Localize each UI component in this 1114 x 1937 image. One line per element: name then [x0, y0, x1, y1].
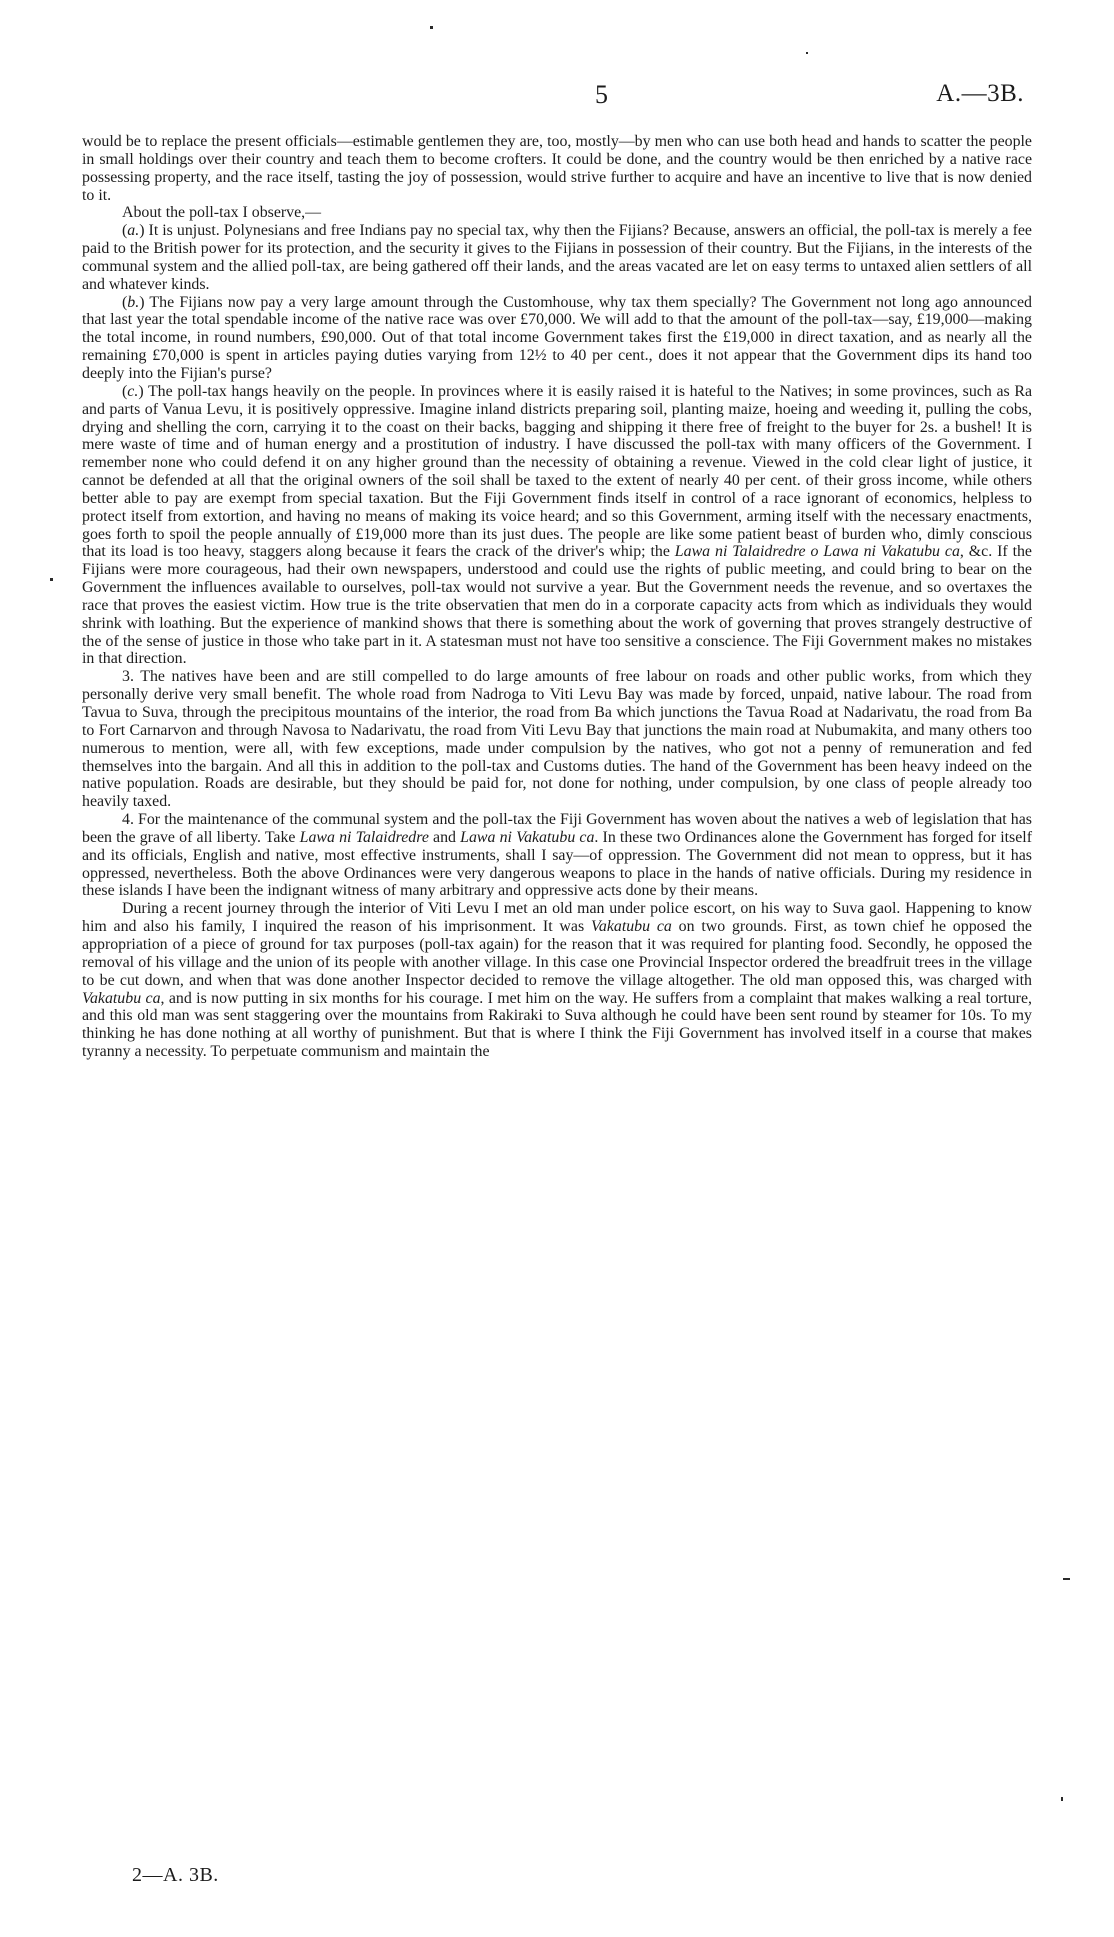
- paragraph-text: ) It is unjust. Polynesians and free Indians pay no special tax, why then the Fijians? Because, answers an official, the poll-tax is merely a fee paid to the British power for its protection, and the security it gives to the Fijians in possession of their country. But the Fijians, in the interests of the communal system and the allied poll-tax, are being gathered off their lands, and the areas vacated are let on easy terms to untaxed alien settlers of all and whatever kinds.: [82, 222, 1032, 293]
- italic-term: Vakatubu ca: [590, 918, 672, 936]
- paragraph-p6: [82, 668, 1032, 811]
- paragraph-p3: [82, 222, 1032, 293]
- paragraph-text: About the poll-tax I observe,—: [122, 204, 322, 222]
- paragraph-p4: [82, 294, 1032, 383]
- print-speck: [430, 26, 433, 29]
- italic-term: Lawa ni Vakatubu ca: [460, 828, 595, 846]
- italic-term: b.: [127, 293, 140, 311]
- italic-term: a.: [127, 222, 140, 240]
- print-speck: [806, 52, 808, 54]
- paragraph-text: on two grounds. First, as town chief he opposed the appropriation of a piece of ground for tax purposes (poll-tax again) for the reason that it was required for planting food. Secondly, he opposed the removal of his village and the union of its people with another village. In this case one Provincial Inspector ordered the breadfruit trees in the village to be cut down, and when that was done another Inspector decided to remove the village altogether. The old man opposed this, was charged with: [82, 918, 1032, 989]
- paragraph-text: . In these two Ordinances alone the Government has forged for itself and its officials, English and native, most effective instruments, shall I say—of oppression. The Government did not mean to oppress, but it has oppressed, nevertheless. Both the above Ordinances were very dangerous weapons to place in the hands of native officials. During my residence in these islands I have been the indignant witness of many arbitrary and oppressive acts done by their means.: [82, 828, 1032, 900]
- body-text: [82, 133, 1032, 1061]
- paragraph-p5: [82, 383, 1032, 669]
- print-speck: [50, 578, 53, 581]
- paragraph-text: would be to replace the present officials—estimable gentlemen they are, too, mostly—by men who can use both head and hands to scatter the people in small holdings over their country and teach them to become crofters. It could be done, and the country would be then enriched by a native race possessing property, and the race itself, tasting the joy of possession, would strive further to acquire and have an incentive to live that is now denied to it.: [82, 133, 1032, 204]
- paragraph-text: During a recent journey through the interior of Viti Levu I met an old man under police escort, on his way to Suva gaol. Happening to know him and also his family, I inquired the reason of his imprisonment. It was: [82, 900, 1032, 936]
- print-speck: [1063, 1578, 1070, 1580]
- sheet-signature: 2—A. 3B.: [132, 1864, 219, 1886]
- paragraph-text: ) The poll-tax hangs heavily on the people. In provinces where it is easily raised it is hateful to the Natives; in some provinces, such as Ra and parts of Vanua Levu, it is positively oppressive. Imagine inland districts preparing soil, planting maize, hoeing and weeding it, pulling the cobs, drying and shelling the corn, carrying it to the coast on their backs, bagging and shipping it there free of freight to the buyer for 2s. a bushel! It is mere waste of time and of human energy and a prostitution of industry. I have discussed the poll-tax with many officers of the Government. I remember none who could defend it on any higher ground than the necessity of obtaining a revenue. Viewed in the cold clear light of justice, it cannot be defended at all that the original owners of the soil shall be taxed to the extent of nearly 40 per cent. of their gross income, while others better able to pay are exempt from special taxation. But the Fiji Government finds itself in control of a race ignorant of economics, helpless to protect itself from extortion, and having no means of making its voice heard; and so this Government, arming itself with the necessary enactments, goes forth to spoil the people annually of £19,000 more than its just dues. The people are like some patient beast of burden who, dimly conscious that its load is too heavy, staggers along because it fears the crack of the driver's whip; the: [82, 382, 1032, 561]
- paragraph-text: (: [122, 293, 128, 311]
- document-reference: A.—3B.: [936, 80, 1024, 107]
- italic-term: Lawa ni Talaidredre o Lawa ni Vakatubu ca: [674, 543, 960, 561]
- italic-term: c.: [127, 382, 139, 400]
- print-speck: [1061, 1797, 1063, 1801]
- paragraph-text: and: [428, 828, 461, 846]
- paragraph-text: (: [122, 382, 128, 400]
- italic-term: Vakatubu ca: [82, 989, 161, 1007]
- italic-term: Lawa ni Talaidredre: [299, 828, 429, 846]
- paragraph-p2: [82, 204, 1032, 222]
- paragraph-text: , &c. If the Fijians were more courageous, had their own newspapers, understood and could use the rights of public meeting, and could bring to bear on the Government the influences available to ourselves, poll-tax would not survive a year. But the Government needs the revenue, and so overtaxes the race that proves the easiest victim. How true is the trite observatien that men do in a corporate capacity acts from which as individuals they would shrink with loathing. But the experience of mankind shows that there is something about the work of governing that proves strangely destructive of the of the sense of justice in those who take part in it. A statesman must not have too sensitive a conscience. The Fiji Government makes no mistakes in that direction.: [82, 543, 1032, 668]
- page-number: 5: [595, 80, 608, 109]
- page-header: [80, 80, 1024, 114]
- paragraph-p1: [82, 133, 1032, 204]
- paragraph-p7: [82, 811, 1032, 900]
- paragraph-text: ) The Fijians now pay a very large amount through the Customhouse, why tax them specially? The Government not long ago announced that last year the total spendable income of the native race was over £70,000. We will add to that the amount of the poll-tax—say, £19,000—making the total income, in round numbers, £90,000. Out of that total income Government takes first the £19,000 in direct taxation, and as nearly all the remaining £70,000 is spent in articles paying duties varying from 12½ to 40 per cent., does it not appear that the Government dips its hand too deeply into the Fijian's purse?: [82, 293, 1032, 382]
- paragraph-text: , and is now putting in six months for his courage. I met him on the way. He suffers from a complaint that makes walking a real torture, and this old man was sent staggering over the mountains from Rakiraki to Suva although he could have been sent round by steamer for 10s. To my thinking he has done nothing at all worthy of punishment. But that is where I think the Fiji Government has involved itself in a course that makes tyranny a necessity. To perpetuate communism and maintain the: [82, 989, 1032, 1061]
- paragraph-text: 4. For the maintenance of the communal system and the poll-tax the Fiji Government has woven about the natives a web of legislation that has been the grave of all liberty. Take: [82, 811, 1032, 846]
- paragraph-p8: [82, 900, 1032, 1061]
- paragraph-text: 3. The natives have been and are still compelled to do large amounts of free labour on roads and other public works, from which they personally derive very small benefit. The whole road from Nadroga to Viti Levu Bay was made by forced, unpaid, native labour. The road from Tavua to Suva, through the precipitous mountains of the interior, the road from Ba which junctions the Tavua Road at Nadarivatu, the road from Ba to Fort Carnarvon and through Navosa to Nadarivatu, the road from Viti Levu Bay that junctions the main road at Nubumakita, and many others too numerous to mention, were all, with few exceptions, made under compulsion by the natives, who got not a penny of remuneration and fed themselves into the bargain. And all this in addition to the poll-tax and Customs duties. The hand of the Government has been heavy indeed on the native population. Roads are desirable, but they should be paid for, not done for nothing, under compulsion, by one class of people already too heavily taxed.: [82, 668, 1032, 811]
- paragraph-text: (: [122, 222, 128, 240]
